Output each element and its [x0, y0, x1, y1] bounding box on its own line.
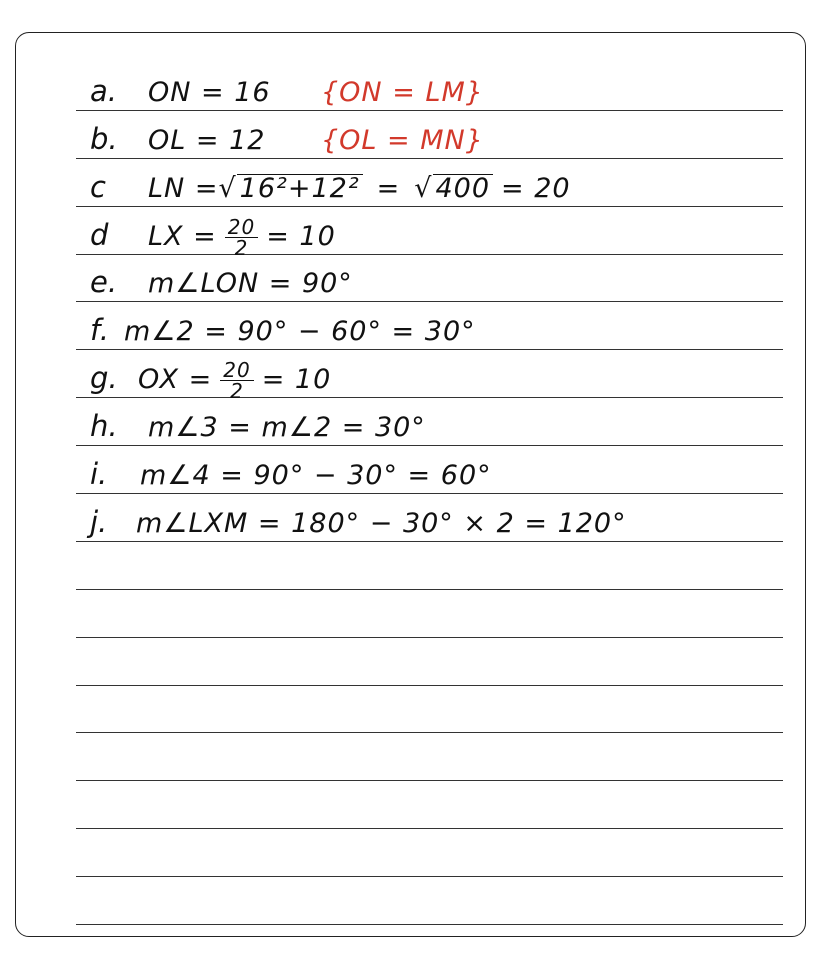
blank-line: [76, 781, 783, 829]
fraction: [225, 214, 258, 260]
result: = 10: [266, 220, 336, 252]
lined-paper: [76, 63, 783, 925]
line-i: [76, 446, 783, 494]
equation: [138, 354, 332, 404]
square-root: √ 400: [414, 173, 493, 204]
equals: =: [376, 172, 401, 204]
equation: [148, 173, 571, 204]
item-label: a.: [90, 73, 117, 108]
equation: OL = 12: [148, 124, 266, 156]
line-d: [76, 207, 783, 260]
equation: m∠4 = 90° − 30° = 60°: [140, 460, 492, 492]
item-label: c: [90, 169, 106, 204]
item-label: g.: [90, 361, 118, 396]
blank-line: [76, 877, 783, 925]
equation: m∠LXM = 180° − 30° × 2 = 120°: [136, 507, 627, 539]
radicand: 16²+12²: [237, 174, 363, 203]
line-j: [76, 494, 783, 542]
line-h: [76, 398, 783, 446]
lhs: OX =: [138, 364, 213, 396]
lhs: LX =: [148, 220, 217, 252]
equation: [148, 211, 336, 260]
item-label: i.: [90, 457, 108, 492]
annotation: {ON = LM}: [321, 76, 484, 108]
item-label: h.: [90, 409, 118, 444]
numerator: 20: [220, 360, 253, 381]
item-label: j.: [90, 504, 108, 539]
line-g: [76, 350, 783, 404]
line-c: [76, 159, 783, 207]
item-label: b.: [90, 121, 118, 156]
equation: m∠2 = 90° − 60° = 30°: [124, 316, 476, 348]
annotation: {OL = MN}: [321, 124, 484, 156]
square-root: √ 16²+12²: [218, 173, 362, 204]
blank-line: [76, 638, 783, 686]
notebook-page: [15, 32, 806, 937]
item-label: f.: [90, 313, 109, 348]
numerator: 20: [225, 217, 258, 238]
blank-line: [76, 733, 783, 781]
radicand: 400: [433, 174, 494, 203]
result: = 10: [261, 364, 332, 396]
result: = 20: [501, 172, 571, 204]
blank-line: [76, 686, 783, 734]
equation: m∠3 = m∠2 = 30°: [148, 412, 426, 444]
line-a: [76, 63, 783, 111]
equation: m∠LON = 90°: [148, 268, 353, 300]
denominator: 2: [234, 235, 249, 260]
fraction: [220, 358, 253, 404]
item-label: d: [90, 217, 109, 252]
blank-line: [76, 590, 783, 638]
blank-line: [76, 542, 783, 590]
denominator: 2: [230, 379, 244, 404]
lhs: LN =: [148, 172, 219, 204]
blank-line: [76, 829, 783, 877]
line-b: [76, 111, 783, 159]
line-e: [76, 255, 783, 303]
item-label: e.: [90, 265, 118, 300]
equation: ON = 16: [148, 76, 271, 108]
line-f: [76, 302, 783, 350]
